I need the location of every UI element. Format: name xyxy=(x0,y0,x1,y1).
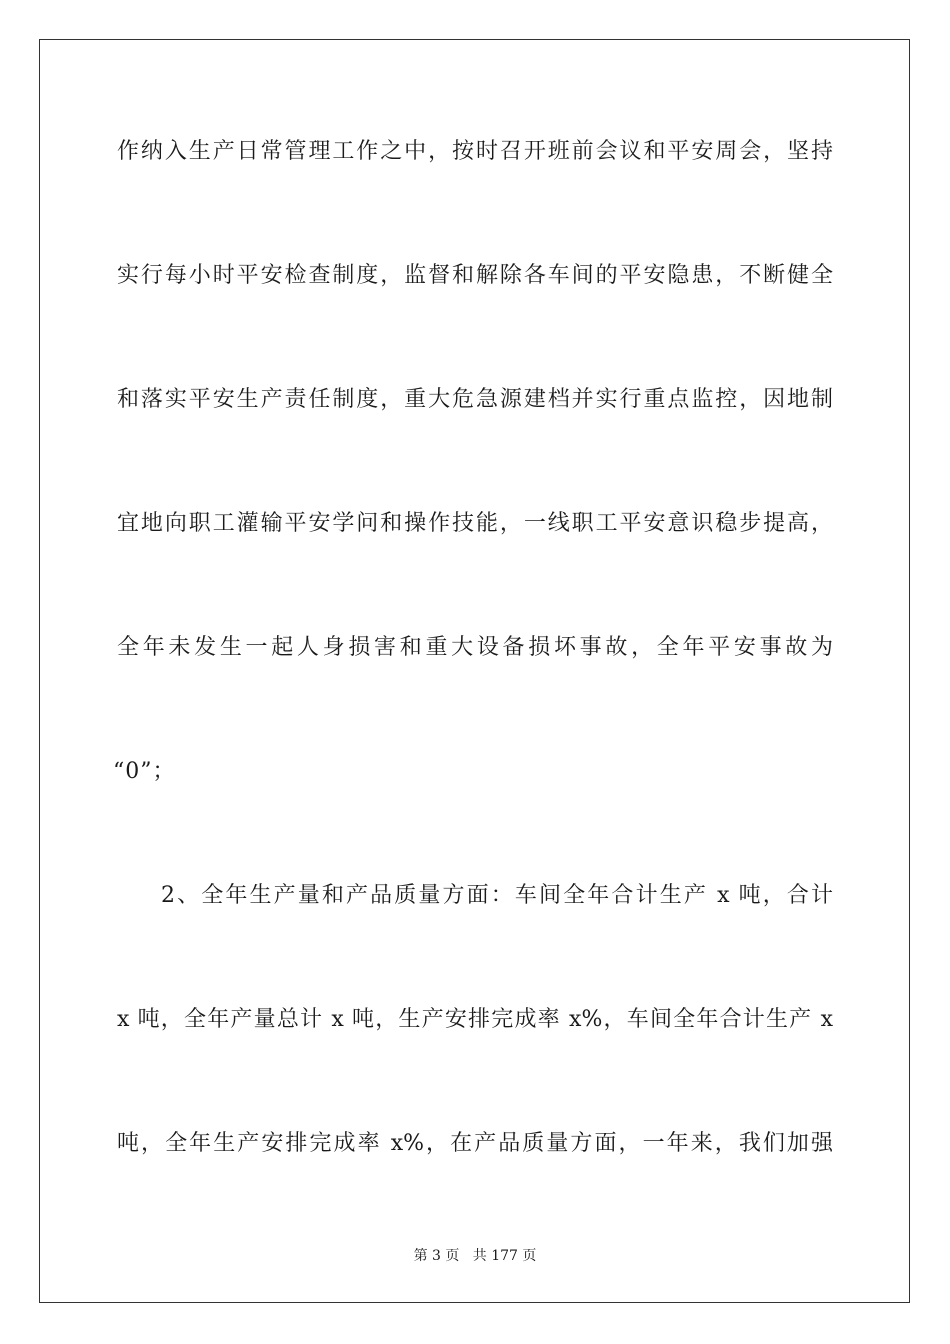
paragraph-line-7: 2、全年生产量和产品质量方面：车间全年合计生产 x 吨，合计 xyxy=(161,883,833,908)
paragraph-line-5: 全年未发生一起人身损害和重大设备损坏事故，全年平安事故为 xyxy=(117,635,833,660)
page-footer xyxy=(0,1246,950,1266)
paragraph-line-1: 作纳入生产日常管理工作之中，按时召开班前会议和平安周会，坚持 xyxy=(117,139,833,164)
paragraph-line-3: 和落实平安生产责任制度，重大危急源建档并实行重点监控，因地制 xyxy=(117,387,833,412)
page-number: 第 3 页 xyxy=(413,1248,460,1264)
paragraph-line-4: 宜地向职工灌输平安学问和操作技能，一线职工平安意识稳步提高， xyxy=(117,511,833,536)
paragraph-line-9: 吨，全年生产安排完成率 x%，在产品质量方面，一年来，我们加强 xyxy=(117,1131,833,1156)
paragraph-line-2: 实行每小时平安检查制度，监督和解除各车间的平安隐患，不断健全 xyxy=(117,263,833,288)
page-total: 共 177 页 xyxy=(472,1248,537,1264)
paragraph-line-8: x 吨，全年产量总计 x 吨，生产安排完成率 x%，车间全年合计生产 x xyxy=(117,1007,833,1032)
paragraph-line-6: “0”； xyxy=(113,759,176,784)
page-border xyxy=(39,39,910,1303)
